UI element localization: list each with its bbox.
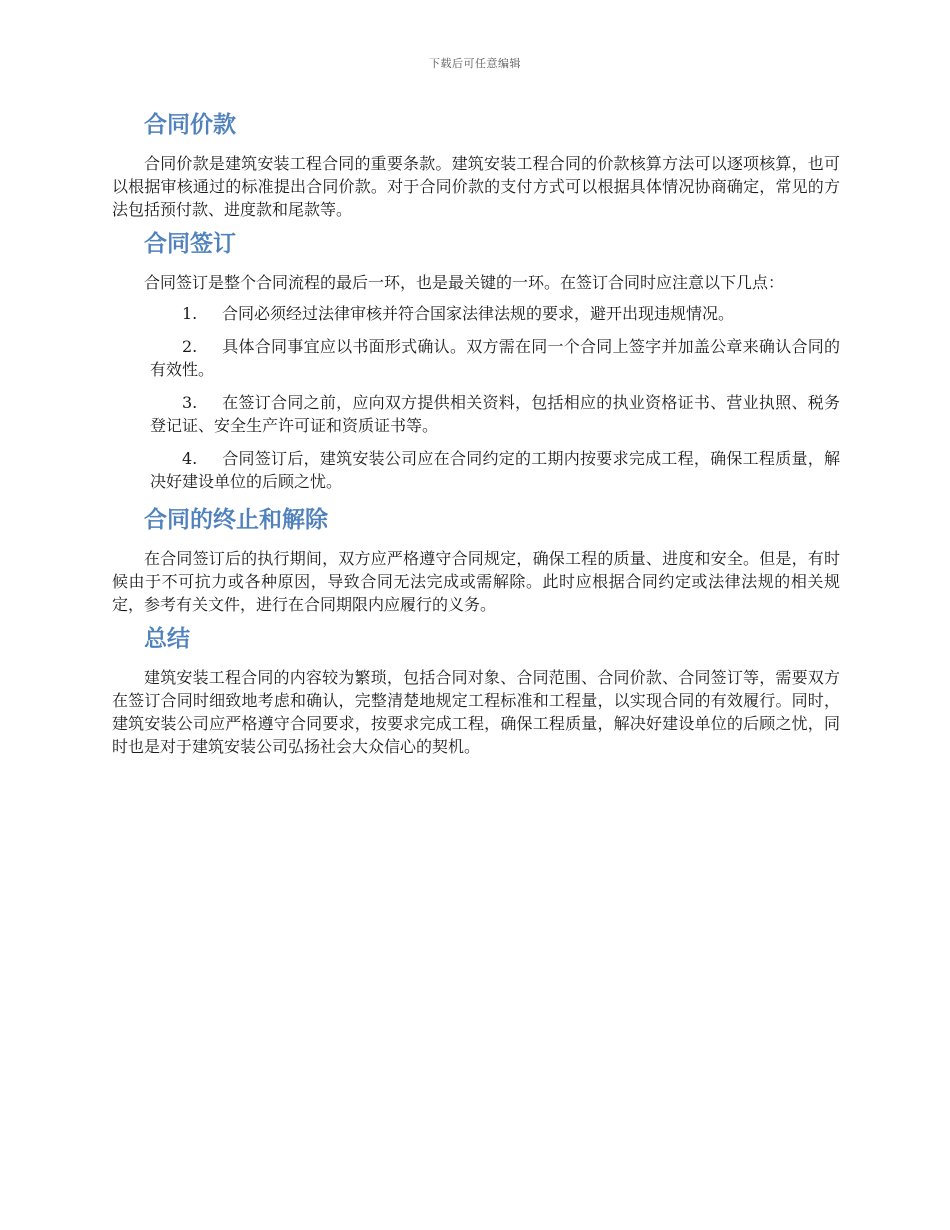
- section-contract-signing: [112, 227, 840, 493]
- section-paragraph: 在合同签订后的执行期间，双方应严格遵守合同规定，确保工程的质量、进度和安全。但是，有时候由于不可抗力或各种原因，导致合同无法完成或需解除。此时应根据合同约定或法律法规的相关规定，参考有关文件，进行在合同期限内应履行的义务。: [112, 549, 840, 614]
- list-item: [150, 302, 840, 325]
- section-heading: 合同价款: [144, 112, 236, 138]
- section-contract-termination: [112, 503, 840, 616]
- numbered-list: [112, 302, 840, 493]
- list-item: [150, 447, 840, 493]
- list-item: [150, 335, 840, 381]
- section-heading: 合同的终止和解除: [144, 507, 328, 533]
- section-heading: 合同签订: [144, 231, 236, 257]
- list-item-text: 合同签订后，建筑安装公司应在合同约定的工期内按要求完成工程，确保工程质量，解决好建设单位的后顾之忧。: [150, 449, 840, 491]
- section-summary: [112, 622, 840, 758]
- list-item-number: 3.: [182, 393, 198, 412]
- page-header-note: 下载后可任意编辑: [429, 57, 521, 70]
- section-paragraph: 合同签订是整个合同流程的最后一环，也是最关键的一环。在签订合同时应注意以下几点：: [144, 273, 785, 292]
- section-contract-price: [112, 108, 840, 221]
- list-item-text: 在签订合同之前，应向双方提供相关资料，包括相应的执业资格证书、营业执照、税务登记证、安全生产许可证和资质证书等。: [150, 393, 840, 435]
- list-item: [150, 391, 840, 437]
- list-item-text: 合同必须经过法律审核并符合国家法律法规的要求，避开出现违规情况。: [222, 304, 735, 323]
- list-item-number: 2.: [182, 337, 198, 356]
- section-heading: 总结: [144, 626, 190, 652]
- list-item-number: 4.: [182, 449, 198, 468]
- section-paragraph: 建筑安装工程合同的内容较为繁琐，包括合同对象、合同范围、合同价款、合同签订等，需要双方在签订合同时细致地考虑和确认，完整清楚地规定工程标准和工程量，以实现合同的有效履行。同时，建筑安装公司应严格遵守合同要求，按要求完成工程，确保工程质量，解决好建设单位的后顾之忧，同时也是对于建筑安装公司弘扬社会大众信心的契机。: [112, 668, 840, 756]
- list-item-text: 具体合同事宜应以书面形式确认。双方需在同一个合同上签字并加盖公章来确认合同的有效性。: [150, 337, 840, 379]
- list-item-number: 1.: [182, 304, 198, 323]
- document-body: [112, 108, 840, 764]
- section-paragraph: 合同价款是建筑安装工程合同的重要条款。建筑安装工程合同的价款核算方法可以逐项核算，也可以根据审核通过的标准提出合同价款。对于合同价款的支付方式可以根据具体情况协商确定，常见的方法包括预付款、进度款和尾款等。: [112, 154, 840, 219]
